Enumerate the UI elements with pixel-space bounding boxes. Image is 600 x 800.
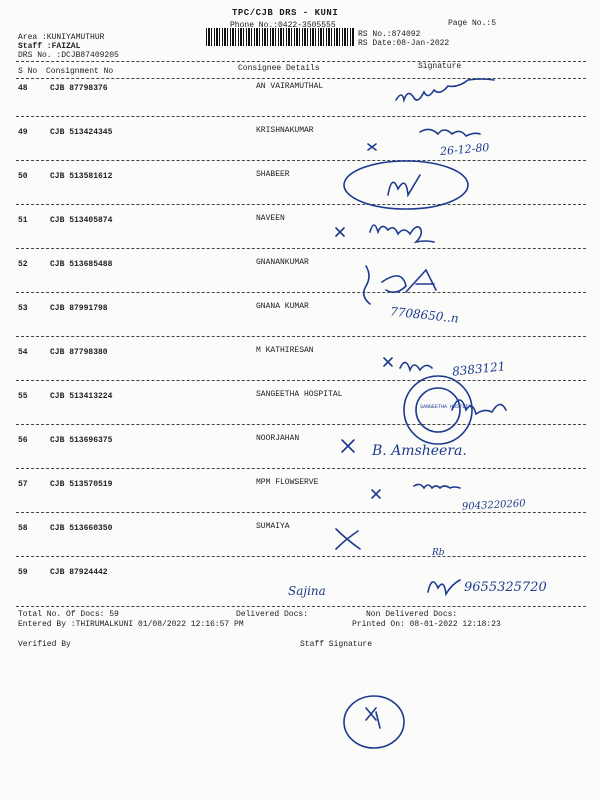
- row-consignee: AN VAIRAMUTHAL: [256, 82, 324, 91]
- row-consignee: GNANANKUMAR: [256, 258, 309, 267]
- row-consignee: SUMAIYA: [256, 522, 290, 531]
- row-consignment: CJB 87991798: [50, 304, 108, 313]
- row-consignee: SANGEETHA HOSPITAL: [256, 390, 343, 399]
- area-label: Area :KUNIYAMUTHUR: [18, 33, 105, 42]
- staff-label: Staff :FAIZAL: [18, 42, 81, 51]
- row-sno: 50: [18, 172, 28, 181]
- column-consignment: Consignment No: [46, 67, 114, 76]
- row-consignment: CJB 513570519: [50, 480, 113, 489]
- cross-mark-58: [330, 525, 370, 555]
- printed-on: Printed On: 08-01-2022 12:18:23: [352, 620, 501, 629]
- row-divider: [16, 512, 586, 513]
- barcode: [206, 28, 354, 46]
- row-consignee: NAVEEN: [256, 214, 285, 223]
- cross-mark-56: [338, 436, 368, 460]
- handwritten-phone-59: 9655325720: [464, 580, 547, 595]
- row-consignment: CJB 87798380: [50, 348, 108, 357]
- row-consignee: NOORJAHAN: [256, 434, 300, 443]
- row-consignment: CJB 513685488: [50, 260, 113, 269]
- drs-number: DRS No. :DCJB87409205: [18, 51, 119, 60]
- row-divider: [16, 292, 586, 293]
- row-consignment: CJB 513696375: [50, 436, 113, 445]
- row-sno: 51: [18, 216, 28, 225]
- handwritten-phone-53: 7708650..n: [389, 304, 460, 326]
- row-consignment: CJB 513413224: [50, 392, 113, 401]
- row-sno: 54: [18, 348, 28, 357]
- footer-divider: [16, 606, 586, 607]
- phone-number: Phone No.:0422-3505555: [230, 21, 336, 30]
- row-sno: 58: [18, 524, 28, 533]
- row-consignee: KRISHNAKUMAR: [256, 126, 314, 135]
- column-divider: [16, 78, 586, 79]
- circled-mark: [340, 690, 410, 754]
- signature-row-50: [340, 155, 480, 215]
- row-sno: 53: [18, 304, 28, 313]
- stamp-text: SANGEETHA HOSPITAL: [420, 404, 475, 410]
- page-number: Page No.:5: [448, 19, 497, 28]
- row-divider: [16, 336, 586, 337]
- verified-by: Verified By: [18, 640, 71, 649]
- hospital-stamp: [400, 370, 520, 450]
- handwritten-name-56: B. Amsheera.: [372, 443, 467, 459]
- staff-signature: Staff Signature: [300, 640, 373, 649]
- column-signature: Signature: [418, 62, 462, 71]
- handwritten-date: 26-12-80: [439, 140, 490, 159]
- row-sno: 56: [18, 436, 28, 445]
- signature-row-51: [330, 210, 480, 250]
- row-consignee: SHABEER: [256, 170, 290, 179]
- row-consignee: MPM FLOWSERVE: [256, 478, 319, 487]
- handwritten-phone-54: 8383121: [451, 359, 507, 379]
- row-divider: [16, 556, 586, 557]
- column-sno: S No: [18, 67, 38, 76]
- rs-number: RS No.:874092: [358, 30, 421, 39]
- row-sno: 49: [18, 128, 28, 137]
- row-consignee: GNANA KUMAR: [256, 302, 309, 311]
- entered-by: Entered By :THIRUMALKUNI 01/08/2022 12:16:57 PM: [18, 620, 244, 629]
- row-sno: 52: [18, 260, 28, 269]
- row-sno: 55: [18, 392, 28, 401]
- row-divider: [16, 468, 586, 469]
- handwritten-initials-59: Rb: [432, 548, 445, 558]
- document-title: TPC/CJB DRS - KUNI: [232, 8, 339, 18]
- row-consignment: CJB 87924442: [50, 568, 108, 577]
- rs-date: RS Date:08-Jan-2022: [358, 39, 450, 48]
- column-consignee: Consignee Details: [238, 64, 320, 73]
- row-divider: [16, 204, 586, 205]
- row-consignment: CJB 513424345: [50, 128, 113, 137]
- signature-row-48: [392, 80, 522, 110]
- row-consignment: CJB 513405874: [50, 216, 113, 225]
- non-delivered-docs: Non Delivered Docs:: [366, 610, 458, 619]
- row-sno: 59: [18, 568, 28, 577]
- row-consignment: CJB 87798376: [50, 84, 108, 93]
- row-sno: 57: [18, 480, 28, 489]
- header-divider: [16, 61, 586, 62]
- total-docs: Total No. Of Docs: 59: [18, 610, 119, 619]
- row-sno: 48: [18, 84, 28, 93]
- row-consignment: CJB 513660350: [50, 524, 113, 533]
- row-consignee: M KATHIRESAN: [256, 346, 314, 355]
- handwritten-name-59: Sajina: [288, 584, 326, 598]
- delivered-docs: Delivered Docs:: [236, 610, 309, 619]
- signature-row-59: [422, 570, 462, 600]
- row-divider: [16, 116, 586, 117]
- row-consignment: CJB 513581612: [50, 172, 113, 181]
- row-divider: [16, 248, 586, 249]
- handwritten-phone-57: 9043220260: [461, 498, 526, 513]
